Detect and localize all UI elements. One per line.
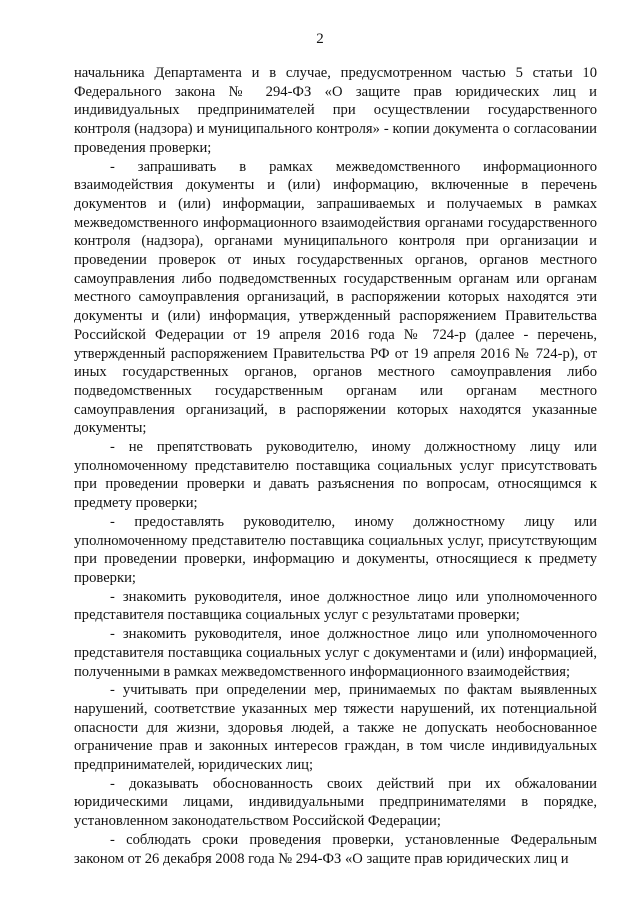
list-item-observe-deadlines: - соблюдать сроки проведения проверки, установленные Федеральным законом от 26 декабря 2008 года № 294-ФЗ «О защите прав юридических лиц и	[74, 831, 597, 867]
list-item-consider-measures: - учитывать при определении мер, принимаемых по фактам выявленных нарушений, соответствие указанных мер тяжести нарушений, их потенциальной опасности для жизни, здоровья людей, а также не допускать необоснованное ограничение прав и законных интересов граждан, в том числе индивидуальных предпринимателей, юридических лиц;	[74, 682, 597, 774]
list-item-inform-documents: - знакомить руководителя, иное должностное лицо или уполномоченного представителя поставщика социальных услуг с документами и (или) информацией, полученными в рамках межведомственного информационного взаимодействия;	[74, 626, 597, 680]
document-body	[74, 64, 597, 868]
list-item-request-information: - запрашивать в рамках межведомственного информационного взаимодействия документы и (или) информацию, включенные в перечень документов и (или) информации, запрашиваемых и получаемых в рамках межведомственного информационного взаимодействия органами государственного контроля (надзора), органами муниципального контроля при организации и проведении проверок от иных государственных органов, органов местного самоуправления либо подведомственных государственным органам или органам местного самоуправления организаций, в распоряжении которых находятся эти документы и (или) информация, утвержденный распоряжением Правительства Российской Федерации от 19 апреля 2016 года № 724-р (далее - перечень, утвержденный распоряжением Правительства РФ от 19 апреля 2016 № 724-р), от иных государственных органов, органов местного самоуправления либо подведомственных государственным органам или органам местного самоуправления организаций, в распоряжении которых находятся указанные документы;	[74, 158, 597, 437]
list-item-prove-validity: - доказывать обоснованность своих действий при их обжаловании юридическими лицами, индивидуальными предпринимателями в порядке, установленном законодательством Российской Федерации;	[74, 775, 597, 830]
list-item-not-obstruct: - не препятствовать руководителю, иному должностному лицу или уполномоченному представителю поставщика социальных услуг присутствовать при проведении проверки и давать разъяснения по вопросам, относящимся к предмету проверки;	[74, 439, 597, 512]
paragraph-continuation: начальника Департамента и в случае, предусмотренном частью 5 статьи 10 Федерального закона № 294-ФЗ «О защите прав юридических лиц и индивидуальных предпринимателей при осуществлении государственного контроля (надзора) и муниципального контроля» - копии документа о согласовании проведения проверки;	[74, 65, 597, 156]
list-item-provide-information: - предоставлять руководителю, иному должностному лицу или уполномоченному представителю поставщика социальных услуг, присутствующим при проведении проверки, информацию и документы, относящиеся к предмету проверки;	[74, 513, 597, 586]
list-item-inform-results: - знакомить руководителя, иное должностное лицо или уполномоченного представителя поставщика социальных услуг с результатами проверки;	[74, 588, 597, 624]
page-number: 2	[316, 31, 324, 47]
